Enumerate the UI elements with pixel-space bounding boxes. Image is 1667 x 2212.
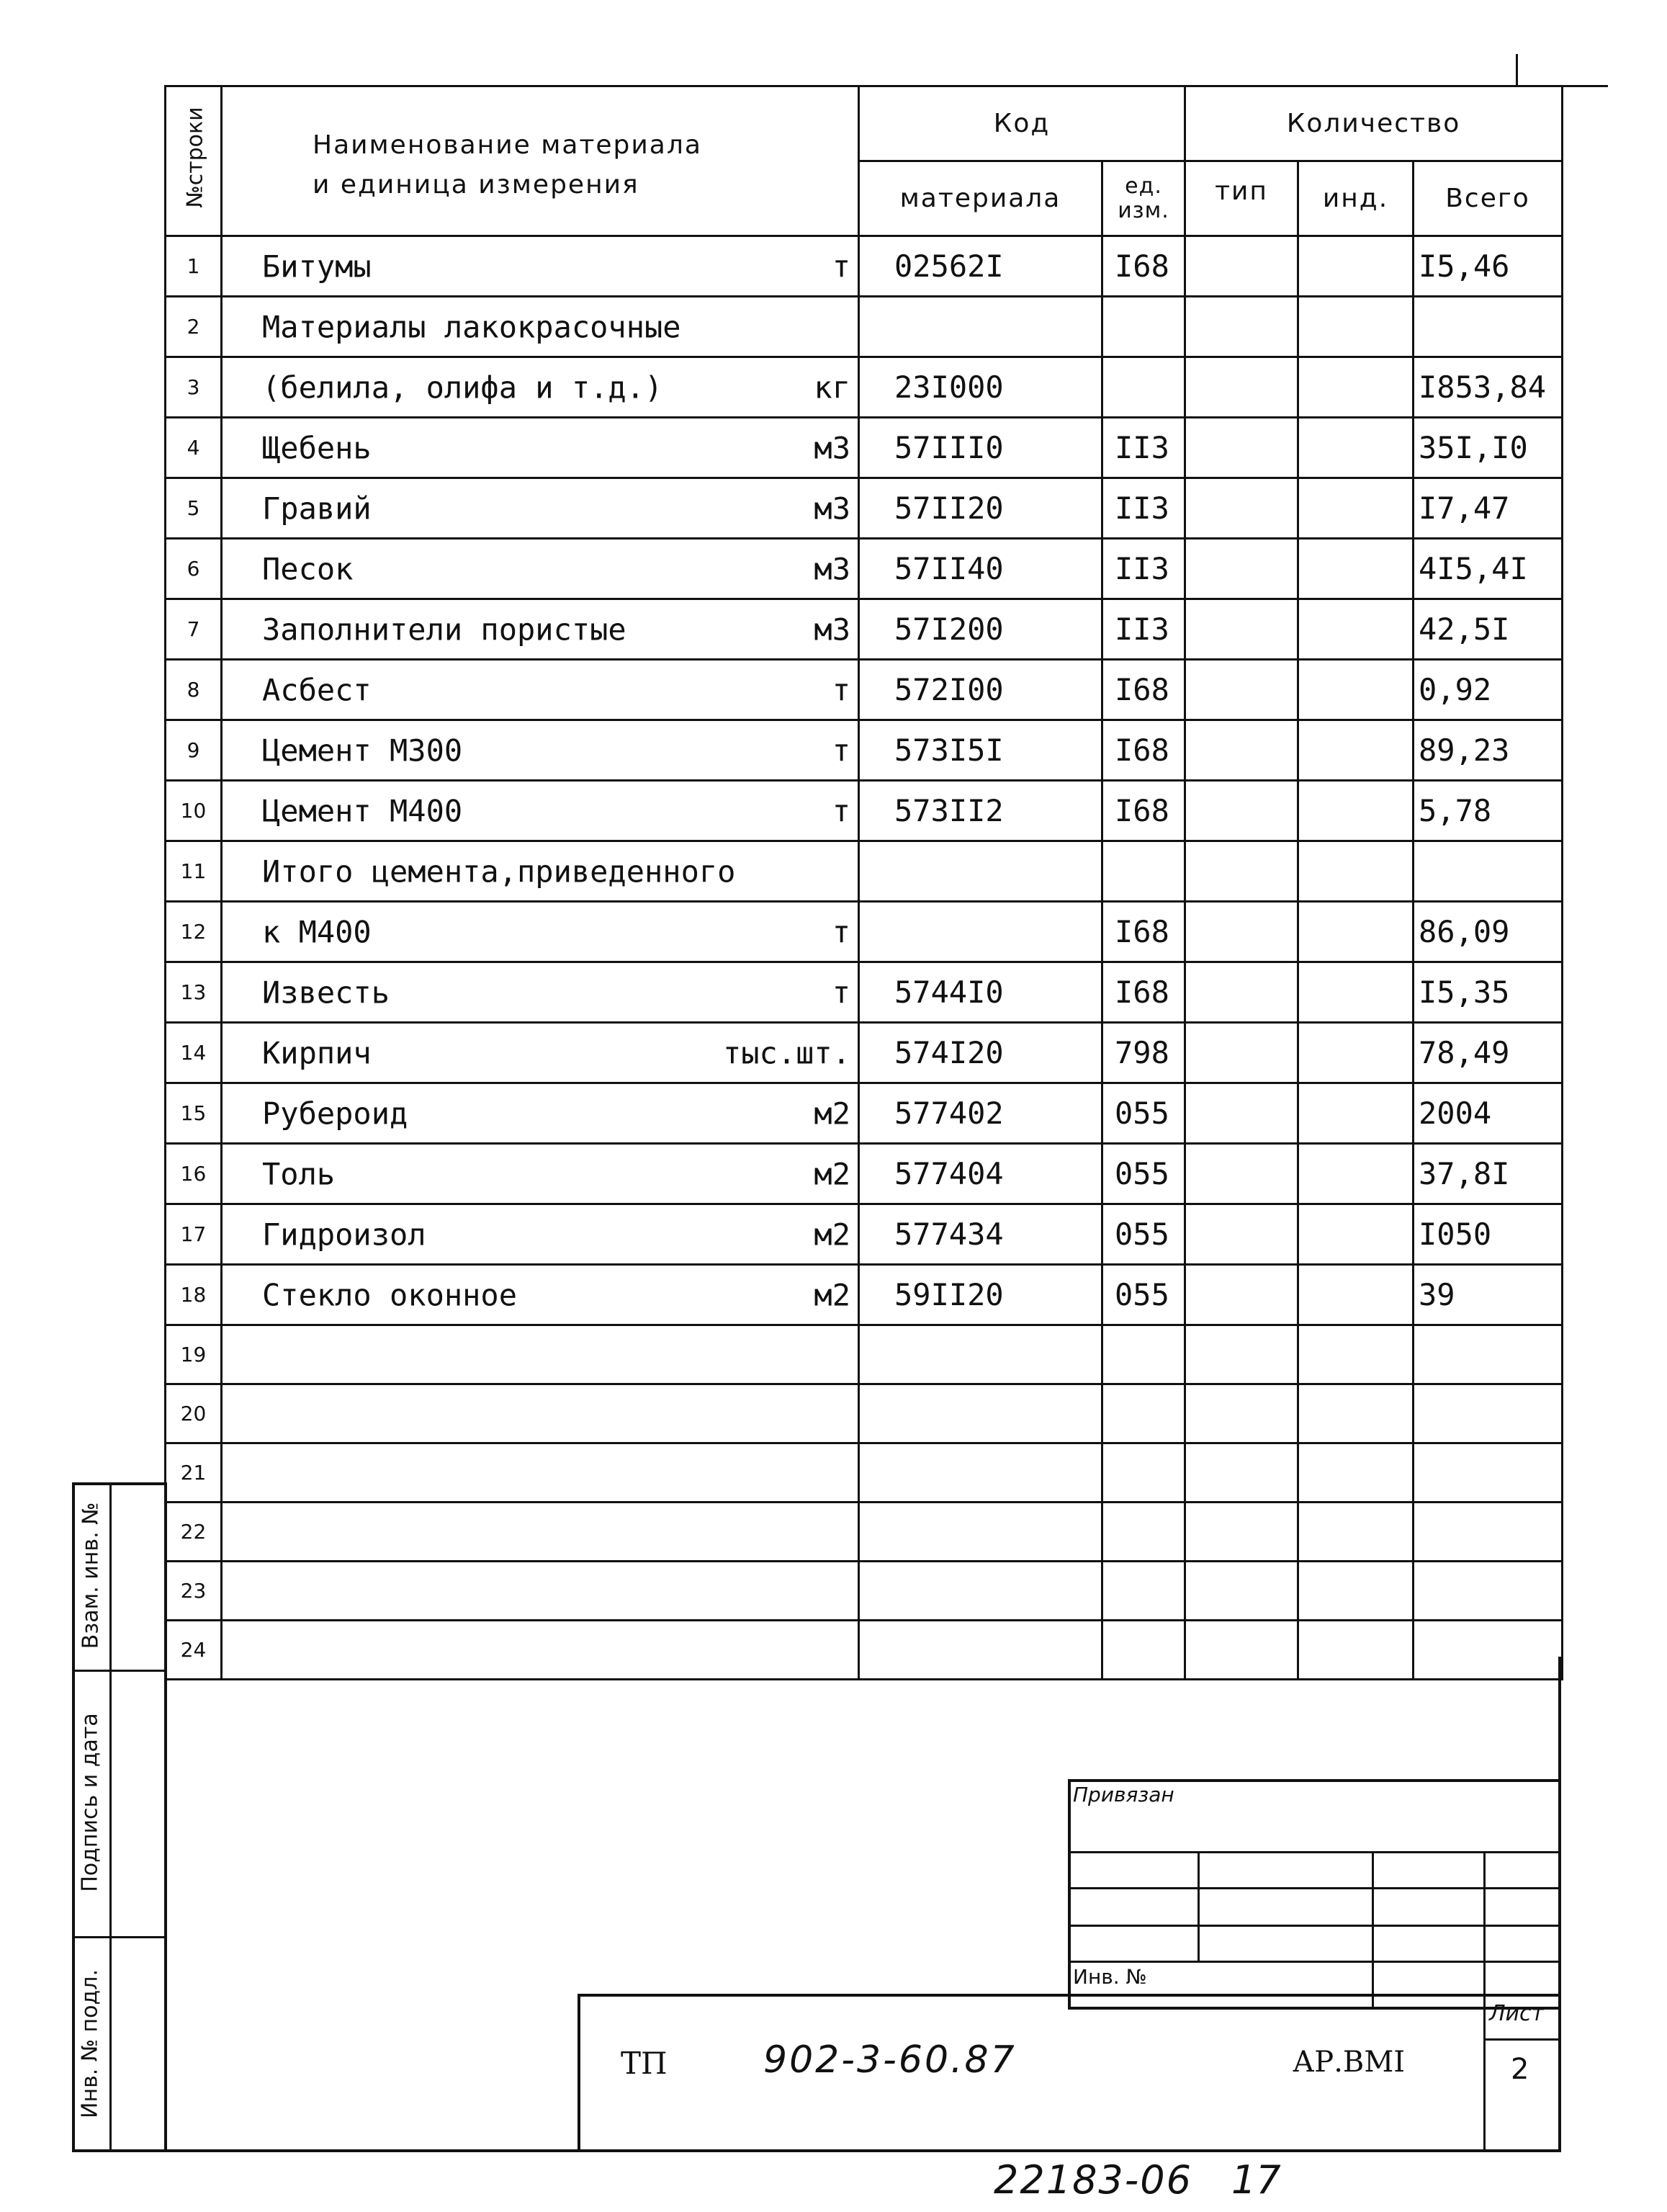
tp-label: ТП <box>621 2046 668 2081</box>
material-code: 57II20 <box>859 478 1102 539</box>
table-row <box>166 781 1563 841</box>
row-number: 6 <box>166 539 222 599</box>
ind-value <box>1298 1265 1414 1325</box>
inv-podl-label: Инв. № подл. <box>77 1969 103 2118</box>
corner-tick <box>1516 54 1518 86</box>
table-row <box>166 1265 1563 1325</box>
material-name: Цемент М400 <box>262 793 463 828</box>
total-value: 78,49 <box>1414 1023 1563 1083</box>
material-unit: м2 <box>814 1156 850 1191</box>
table-row <box>166 1443 1563 1503</box>
material-name-cell <box>222 297 859 357</box>
list-number: 2 <box>1511 2053 1529 2086</box>
material-unit: т <box>832 914 850 949</box>
table-row <box>166 660 1563 720</box>
row-number: 11 <box>166 841 222 902</box>
material-code: 02562I <box>859 236 1102 297</box>
row-number: 10 <box>166 781 222 841</box>
material-unit: м3 <box>814 491 850 526</box>
type-header: тип <box>1185 161 1298 236</box>
unit-code: I68 <box>1102 660 1185 720</box>
material-code <box>859 297 1102 357</box>
ind-value <box>1298 1562 1414 1621</box>
unit-code: II3 <box>1102 478 1185 539</box>
document-mark: АР.ВМI <box>1293 2046 1406 2079</box>
privyazan-vline-1 <box>1198 1851 1200 1961</box>
material-code: 57III0 <box>859 418 1102 478</box>
table-row <box>166 841 1563 902</box>
total-value <box>1414 1621 1563 1680</box>
ind-value <box>1298 418 1414 478</box>
type-value <box>1185 781 1298 841</box>
unit-code-header: ед. изм. <box>1102 161 1185 236</box>
type-value <box>1185 236 1298 297</box>
total-value: 86,09 <box>1414 902 1563 962</box>
type-value <box>1185 1325 1298 1384</box>
row-number-header-text: №строки <box>182 107 208 208</box>
material-unit: тыс.шт. <box>722 1035 850 1070</box>
ind-value <box>1298 1144 1414 1204</box>
row-number: 13 <box>166 962 222 1023</box>
material-name: Гидроизол <box>262 1217 426 1252</box>
type-value <box>1185 1023 1298 1083</box>
ind-value <box>1298 357 1414 418</box>
type-value <box>1185 1204 1298 1265</box>
material-code <box>859 1621 1102 1680</box>
code-header: Код <box>859 86 1185 161</box>
footer-page-number: 17 <box>1231 2157 1281 2203</box>
type-value <box>1185 539 1298 599</box>
total-value: I5,35 <box>1414 962 1563 1023</box>
side-divider-1 <box>72 1670 167 1672</box>
row-number: 22 <box>166 1503 222 1562</box>
type-value <box>1185 1384 1298 1443</box>
total-value <box>1414 1384 1563 1443</box>
inv-no-label: Инв. № <box>1073 1965 1147 1989</box>
ind-value <box>1298 1023 1414 1083</box>
row-number: 17 <box>166 1204 222 1265</box>
material-unit: т <box>832 975 850 1010</box>
material-name: Рубероид <box>262 1096 408 1131</box>
material-name-cell <box>222 720 859 781</box>
material-code: 23I000 <box>859 357 1102 418</box>
table-row <box>166 962 1563 1023</box>
unit-code <box>1102 841 1185 902</box>
ind-value <box>1298 660 1414 720</box>
type-value <box>1185 660 1298 720</box>
material-code <box>859 841 1102 902</box>
material-code: 57II40 <box>859 539 1102 599</box>
title-stamp-list-vline <box>1483 1994 1486 2152</box>
table-row <box>166 720 1563 781</box>
ind-value <box>1298 1083 1414 1144</box>
privyazan-hline-1 <box>1068 1851 1561 1853</box>
type-value <box>1185 478 1298 539</box>
material-name-cell <box>222 599 859 660</box>
material-code: 573II2 <box>859 781 1102 841</box>
list-label: Лист <box>1489 2001 1545 2026</box>
material-name: Кирпич <box>262 1035 372 1070</box>
material-unit: м3 <box>814 430 850 465</box>
material-code: 574I20 <box>859 1023 1102 1083</box>
material-name-cell <box>222 1325 859 1384</box>
material-name-cell <box>222 1443 859 1503</box>
ind-value <box>1298 720 1414 781</box>
row-number: 7 <box>166 599 222 660</box>
project-number: 902-3-60.87 <box>763 2038 1017 2082</box>
material-name: (белила, олифа и т.д.) <box>262 370 663 405</box>
privyazan-label: Привязан <box>1073 1783 1174 1806</box>
total-value <box>1414 1562 1563 1621</box>
ind-value <box>1298 297 1414 357</box>
total-value: 37,8I <box>1414 1144 1563 1204</box>
row-number-header <box>166 86 222 236</box>
material-name-cell <box>222 478 859 539</box>
type-value <box>1185 1621 1298 1680</box>
material-code: 5744I0 <box>859 962 1102 1023</box>
material-name-cell <box>222 236 859 297</box>
footer-doc-number: 22183-06 <box>994 2157 1192 2203</box>
side-strip-inner-line <box>109 1482 112 2152</box>
row-number: 12 <box>166 902 222 962</box>
material-code <box>859 902 1102 962</box>
table-row <box>166 357 1563 418</box>
unit-code: I68 <box>1102 902 1185 962</box>
unit-code <box>1102 1384 1185 1443</box>
table-row <box>166 1023 1563 1083</box>
unit-code <box>1102 357 1185 418</box>
material-name: Материалы лакокрасочные <box>262 309 681 344</box>
row-number: 4 <box>166 418 222 478</box>
ind-header: инд. <box>1298 161 1414 236</box>
material-name-header-line1: Наименование материала <box>313 130 702 160</box>
total-value: 4I5,4I <box>1414 539 1563 599</box>
material-code: 577404 <box>859 1144 1102 1204</box>
material-unit: м2 <box>814 1217 850 1252</box>
ind-value <box>1298 902 1414 962</box>
material-name: Песок <box>262 551 354 586</box>
unit-code: 055 <box>1102 1083 1185 1144</box>
materials-table <box>164 85 1563 1680</box>
ind-value <box>1298 1384 1414 1443</box>
table-row <box>166 1204 1563 1265</box>
table-row <box>166 599 1563 660</box>
title-stamp-list-hline <box>1483 2038 1561 2041</box>
row-number: 5 <box>166 478 222 539</box>
type-value <box>1185 1265 1298 1325</box>
table-row <box>166 1503 1563 1562</box>
material-name: Толь <box>262 1156 336 1191</box>
unit-code: I68 <box>1102 720 1185 781</box>
material-unit: т <box>832 672 850 707</box>
row-number: 2 <box>166 297 222 357</box>
total-value: I5,46 <box>1414 236 1563 297</box>
unit-code: I68 <box>1102 781 1185 841</box>
total-value <box>1414 297 1563 357</box>
material-name-cell <box>222 1384 859 1443</box>
row-number: 1 <box>166 236 222 297</box>
material-name-cell <box>222 1621 859 1680</box>
type-value <box>1185 297 1298 357</box>
material-name-cell <box>222 781 859 841</box>
corner-line <box>1561 85 1608 87</box>
unit-code <box>1102 297 1185 357</box>
total-value <box>1414 1325 1563 1384</box>
total-value: 2004 <box>1414 1083 1563 1144</box>
row-number: 15 <box>166 1083 222 1144</box>
material-unit: т <box>832 248 850 284</box>
lower-left-border <box>164 1657 167 2152</box>
total-value <box>1414 1443 1563 1503</box>
material-unit: м3 <box>814 551 850 586</box>
row-number: 8 <box>166 660 222 720</box>
podpis-data-label: Подпись и дата <box>77 1713 103 1892</box>
material-name-cell <box>222 1204 859 1265</box>
privyazan-vline-2 <box>1372 1851 1374 2010</box>
unit-code <box>1102 1562 1185 1621</box>
unit-code: 798 <box>1102 1023 1185 1083</box>
material-code <box>859 1503 1102 1562</box>
type-value <box>1185 1562 1298 1621</box>
material-name-cell <box>222 841 859 902</box>
material-name: Щебень <box>262 430 372 465</box>
vzam-inv-label: Взам. инв. № <box>78 1502 104 1649</box>
unit-code <box>1102 1621 1185 1680</box>
row-number: 21 <box>166 1443 222 1503</box>
unit-code: II3 <box>1102 418 1185 478</box>
total-value: 89,23 <box>1414 720 1563 781</box>
material-code <box>859 1443 1102 1503</box>
material-name-cell <box>222 539 859 599</box>
material-name-cell <box>222 1083 859 1144</box>
material-name-cell <box>222 418 859 478</box>
ind-value <box>1298 1621 1414 1680</box>
material-name-cell <box>222 962 859 1023</box>
material-name: к М400 <box>262 914 372 949</box>
total-value: I7,47 <box>1414 478 1563 539</box>
material-unit: т <box>832 733 850 768</box>
ind-value <box>1298 236 1414 297</box>
table-row <box>166 1562 1563 1621</box>
row-number: 3 <box>166 357 222 418</box>
table-row <box>166 1384 1563 1443</box>
material-name-cell <box>222 1144 859 1204</box>
material-name: Стекло оконное <box>262 1277 518 1312</box>
ind-value <box>1298 781 1414 841</box>
type-value <box>1185 1443 1298 1503</box>
table-row <box>166 297 1563 357</box>
table-row <box>166 478 1563 539</box>
material-code: 573I5I <box>859 720 1102 781</box>
title-stamp <box>578 1994 1561 2152</box>
row-number: 19 <box>166 1325 222 1384</box>
table-row <box>166 1621 1563 1680</box>
type-value <box>1185 1144 1298 1204</box>
unit-code: 055 <box>1102 1144 1185 1204</box>
table-row <box>166 902 1563 962</box>
ind-value <box>1298 599 1414 660</box>
row-number: 16 <box>166 1144 222 1204</box>
material-name-cell <box>222 1562 859 1621</box>
total-value: I050 <box>1414 1204 1563 1265</box>
type-value <box>1185 720 1298 781</box>
material-code <box>859 1384 1102 1443</box>
unit-code: II3 <box>1102 539 1185 599</box>
quantity-header: Количество <box>1185 86 1563 161</box>
material-code-header: материала <box>859 161 1102 236</box>
table-row <box>166 1144 1563 1204</box>
type-value <box>1185 599 1298 660</box>
ind-value <box>1298 1204 1414 1265</box>
unit-code <box>1102 1443 1185 1503</box>
privyazan-hline-4 <box>1068 1961 1561 1963</box>
type-value <box>1185 841 1298 902</box>
ind-value <box>1298 478 1414 539</box>
material-code <box>859 1562 1102 1621</box>
material-unit: м3 <box>814 612 850 647</box>
type-value <box>1185 902 1298 962</box>
material-name: Известь <box>262 975 390 1010</box>
material-name-cell <box>222 1265 859 1325</box>
privyazan-hline-3 <box>1068 1925 1561 1927</box>
material-name: Асбест <box>262 672 372 707</box>
unit-code <box>1102 1325 1185 1384</box>
table-row <box>166 418 1563 478</box>
unit-code: 055 <box>1102 1204 1185 1265</box>
material-name-cell <box>222 660 859 720</box>
material-name: Цемент М300 <box>262 733 463 768</box>
table-row <box>166 236 1563 297</box>
row-number: 14 <box>166 1023 222 1083</box>
privyazan-hline-2 <box>1068 1887 1561 1889</box>
unit-code: I68 <box>1102 236 1185 297</box>
total-header: Всего <box>1414 161 1563 236</box>
ind-value <box>1298 1503 1414 1562</box>
unit-code: 055 <box>1102 1265 1185 1325</box>
material-unit: м2 <box>814 1277 850 1312</box>
material-code: 572I00 <box>859 660 1102 720</box>
material-name: Битумы <box>262 248 372 284</box>
ind-value <box>1298 962 1414 1023</box>
material-name: Итого цемента,приведенного <box>262 854 736 889</box>
type-value <box>1185 962 1298 1023</box>
unit-code: II3 <box>1102 599 1185 660</box>
material-unit: м2 <box>814 1096 850 1131</box>
type-value <box>1185 418 1298 478</box>
total-value <box>1414 841 1563 902</box>
material-code: 57I200 <box>859 599 1102 660</box>
unit-code <box>1102 1503 1185 1562</box>
ind-value <box>1298 841 1414 902</box>
total-value: 35I,I0 <box>1414 418 1563 478</box>
material-code <box>859 1325 1102 1384</box>
material-unit: кг <box>814 370 850 405</box>
table-row <box>166 539 1563 599</box>
material-name-cell <box>222 902 859 962</box>
privyazan-vline-3 <box>1483 1851 1486 2010</box>
ind-value <box>1298 1325 1414 1384</box>
total-value <box>1414 1503 1563 1562</box>
total-value: 5,78 <box>1414 781 1563 841</box>
material-name: Заполнители пористые <box>262 612 626 647</box>
type-value <box>1185 1503 1298 1562</box>
material-unit: т <box>832 793 850 828</box>
total-value: 0,92 <box>1414 660 1563 720</box>
material-name-header <box>222 86 859 236</box>
ind-value <box>1298 539 1414 599</box>
material-name-cell <box>222 357 859 418</box>
type-value <box>1185 1083 1298 1144</box>
row-number: 23 <box>166 1562 222 1621</box>
total-value: I853,84 <box>1414 357 1563 418</box>
material-name-cell <box>222 1023 859 1083</box>
row-number: 24 <box>166 1621 222 1680</box>
row-number: 20 <box>166 1384 222 1443</box>
material-name: Гравий <box>262 491 372 526</box>
total-value: 42,5I <box>1414 599 1563 660</box>
table-row <box>166 1325 1563 1384</box>
table-row <box>166 1083 1563 1144</box>
material-code: 577402 <box>859 1083 1102 1144</box>
material-code: 59II20 <box>859 1265 1102 1325</box>
row-number: 18 <box>166 1265 222 1325</box>
unit-code: I68 <box>1102 962 1185 1023</box>
material-name-cell <box>222 1503 859 1562</box>
row-number: 9 <box>166 720 222 781</box>
ind-value <box>1298 1443 1414 1503</box>
total-value: 39 <box>1414 1265 1563 1325</box>
material-code: 577434 <box>859 1204 1102 1265</box>
material-name-header-line2: и единица измерения <box>313 170 639 200</box>
type-value <box>1185 357 1298 418</box>
